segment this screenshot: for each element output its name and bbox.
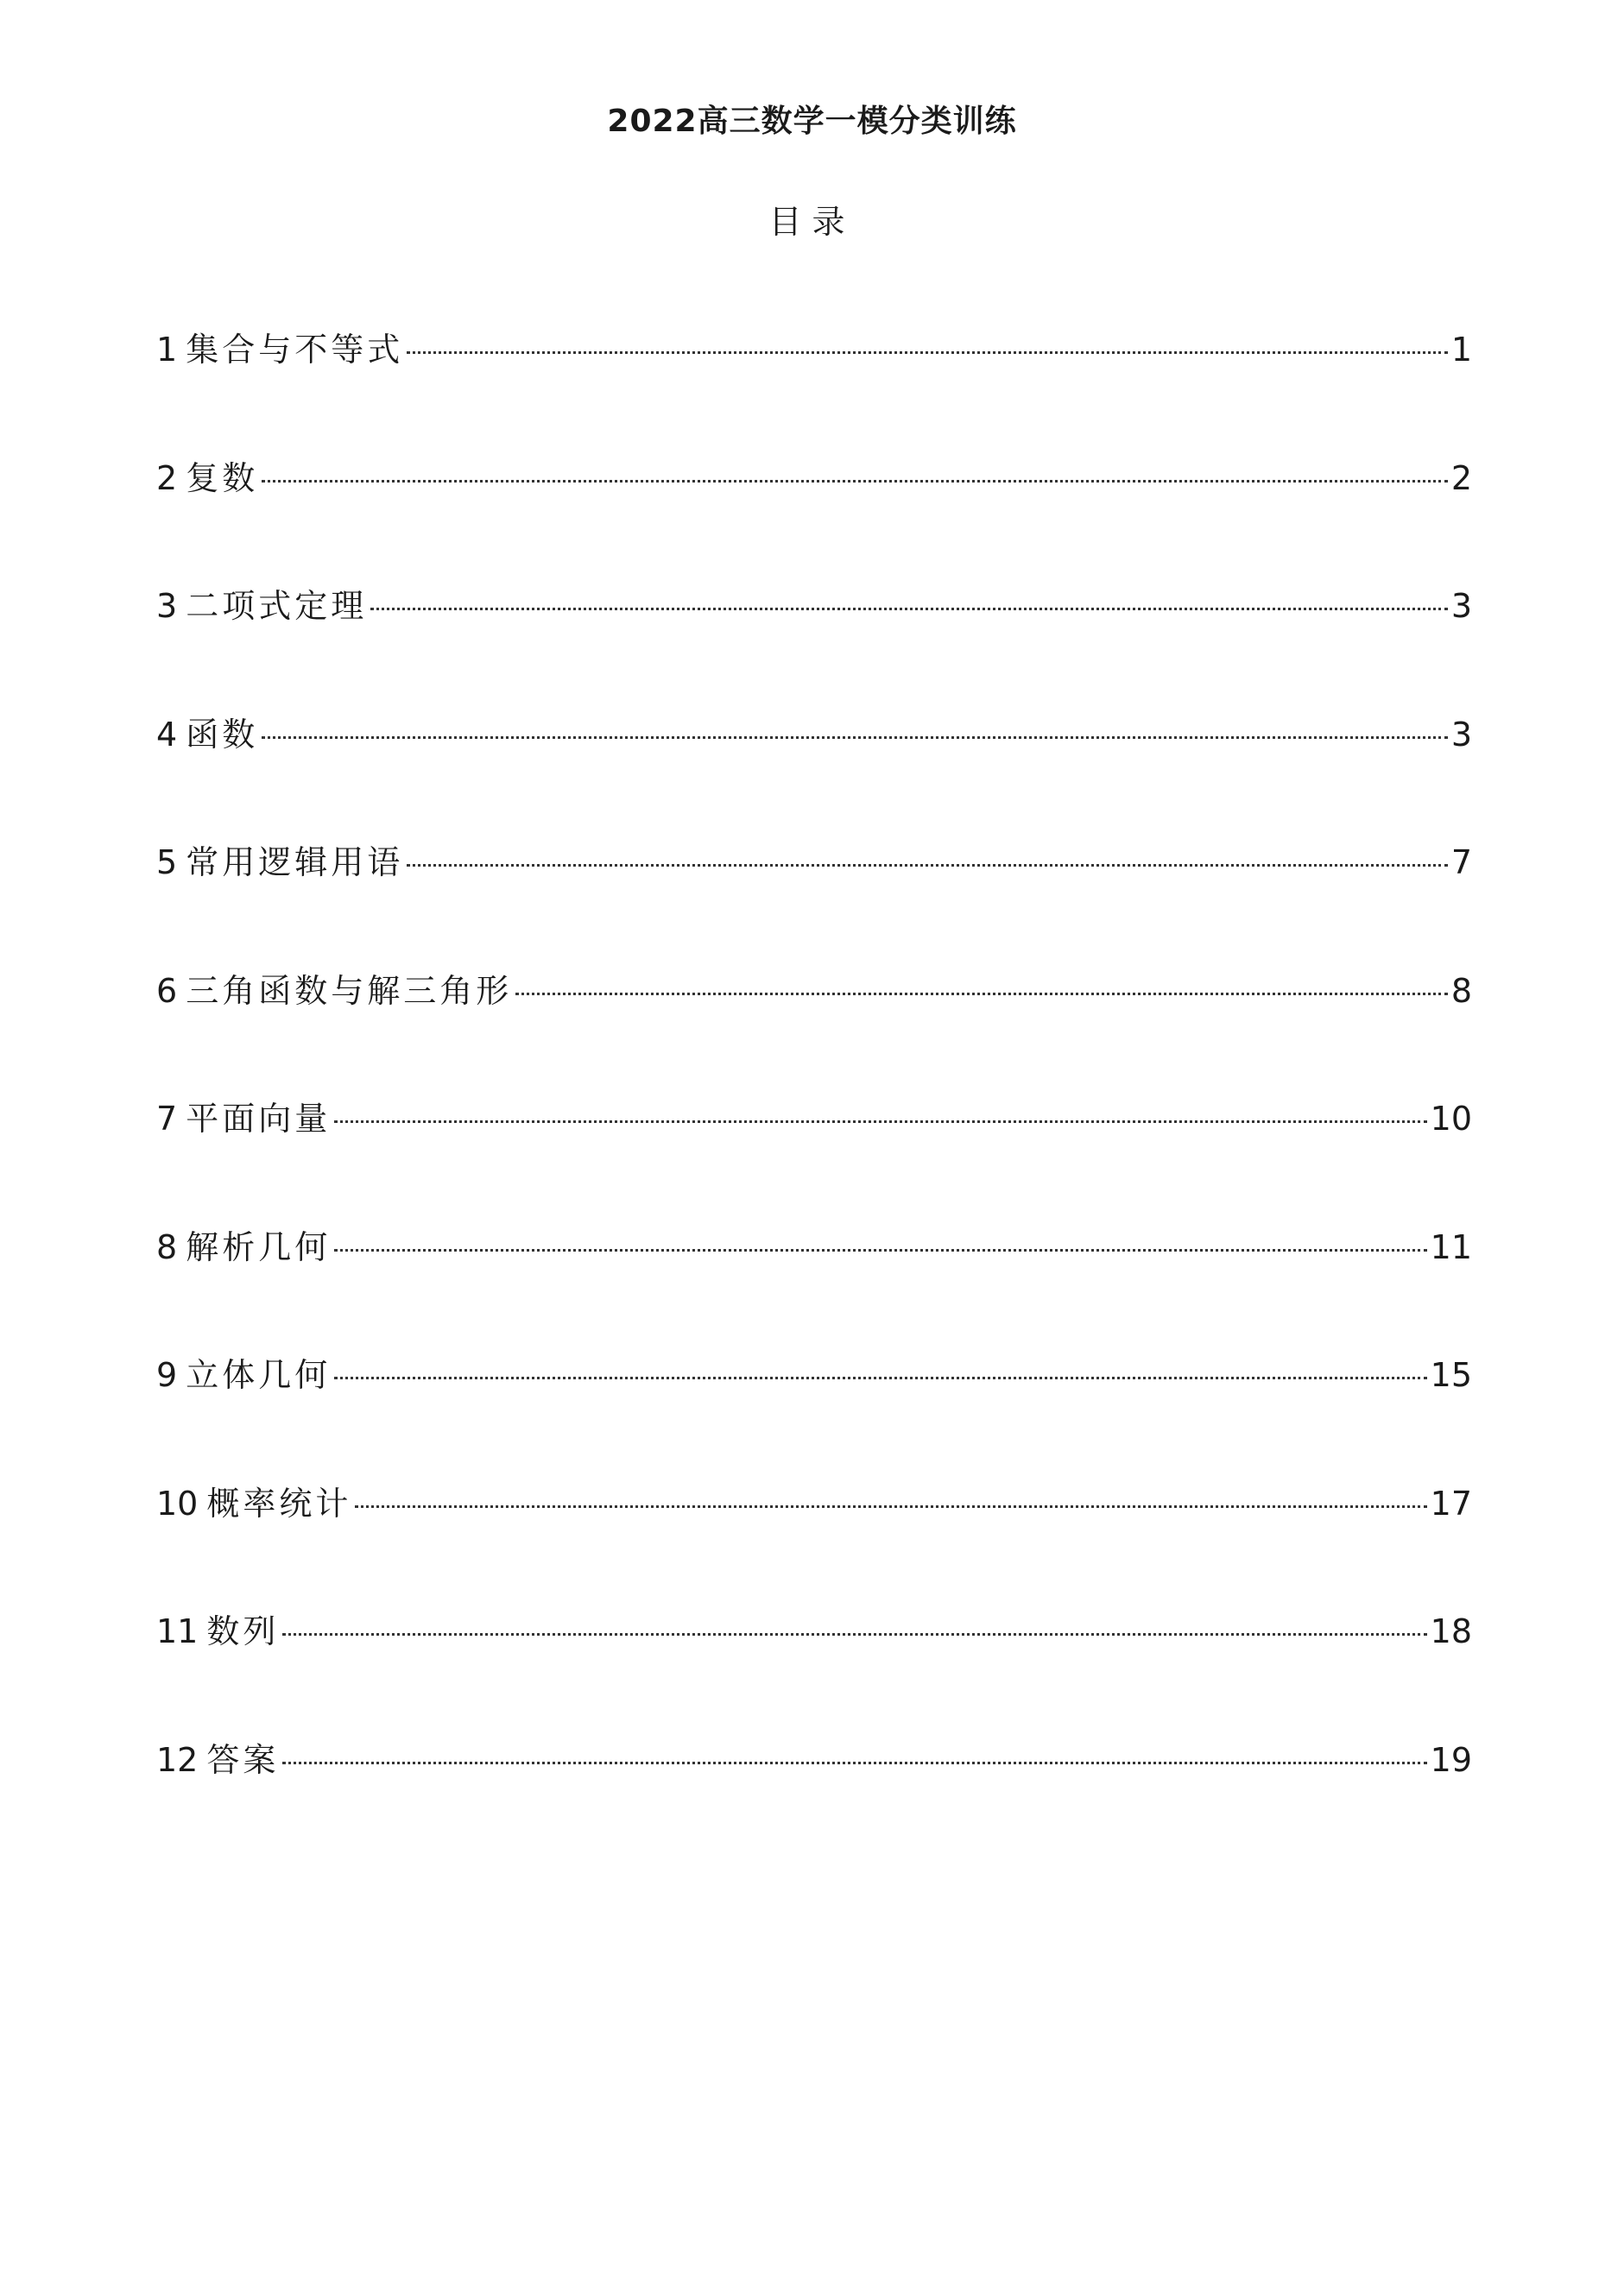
dot-leader (407, 351, 1448, 354)
toc-entry-page: 15 (1430, 1356, 1472, 1394)
toc-entry-page: 18 (1430, 1612, 1472, 1650)
toc-entry-label: 立体几何 (186, 1356, 332, 1394)
toc-entry-page: 10 (1430, 1100, 1472, 1138)
toc-entry-number: 12 (156, 1740, 199, 1779)
dot-leader (334, 1249, 1426, 1252)
toc-entry-label: 平面向量 (186, 1100, 332, 1138)
toc-entry-label: 数列 (206, 1612, 280, 1650)
dot-leader (334, 1377, 1426, 1379)
toc-entry-11[interactable] (156, 1601, 1472, 1730)
toc-entry-number: 7 (156, 1100, 178, 1138)
toc-entry-page: 1 (1450, 331, 1472, 369)
toc-entry-number: 5 (156, 843, 178, 881)
toc-entry-9[interactable] (156, 1345, 1472, 1473)
toc-entry-page: 19 (1430, 1740, 1472, 1779)
toc-entry-number: 2 (156, 458, 178, 497)
toc-entry-7[interactable] (156, 1088, 1472, 1217)
dot-leader (407, 864, 1448, 867)
toc-entry-number: 8 (156, 1227, 178, 1266)
toc-entry-3[interactable] (156, 576, 1472, 704)
dot-leader (262, 736, 1448, 739)
toc-entry-page: 8 (1450, 971, 1472, 1010)
toc-entry-label: 概率统计 (206, 1484, 352, 1523)
dot-leader (355, 1505, 1426, 1508)
dot-leader (515, 993, 1448, 995)
toc-entry-page: 2 (1450, 458, 1472, 497)
toc-entry-label: 二项式定理 (186, 587, 368, 625)
dot-leader (334, 1120, 1426, 1123)
toc-entry-page: 17 (1430, 1484, 1472, 1523)
toc-entry-6[interactable] (156, 961, 1472, 1089)
toc-entry-12[interactable] (156, 1730, 1472, 1858)
toc-entry-number: 11 (156, 1612, 199, 1650)
dot-leader (262, 480, 1448, 483)
toc-entry-8[interactable] (156, 1217, 1472, 1346)
toc-entry-label: 函数 (186, 715, 259, 754)
toc-entry-label: 常用逻辑用语 (186, 843, 404, 881)
toc-entry-label: 三角函数与解三角形 (186, 971, 513, 1010)
toc-entry-label: 答案 (206, 1740, 280, 1779)
toc-entry-number: 1 (156, 331, 178, 369)
toc-entry-label: 集合与不等式 (186, 331, 404, 369)
dot-leader (282, 1633, 1426, 1636)
toc-entry-4[interactable] (156, 704, 1472, 833)
toc-entry-5[interactable] (156, 832, 1472, 961)
toc-entry-1[interactable] (156, 319, 1472, 448)
toc-entry-2[interactable] (156, 448, 1472, 577)
document-title: 2022高三数学一模分类训练 (607, 104, 1017, 139)
toc-entry-label: 解析几何 (186, 1227, 332, 1266)
toc-heading: 目录 (768, 203, 856, 241)
toc-entry-number: 3 (156, 587, 178, 625)
toc-entry-number: 10 (156, 1484, 199, 1523)
dot-leader (282, 1762, 1426, 1764)
table-of-contents (156, 319, 1472, 1858)
toc-entry-number: 4 (156, 715, 178, 754)
toc-entry-page: 7 (1450, 843, 1472, 881)
toc-entry-label: 复数 (186, 458, 259, 497)
toc-entry-number: 9 (156, 1356, 178, 1394)
toc-entry-page: 3 (1450, 715, 1472, 754)
toc-entry-10[interactable] (156, 1473, 1472, 1602)
dot-leader (370, 608, 1448, 610)
toc-entry-number: 6 (156, 971, 178, 1010)
toc-entry-page: 3 (1450, 587, 1472, 625)
toc-entry-page: 11 (1430, 1227, 1472, 1266)
